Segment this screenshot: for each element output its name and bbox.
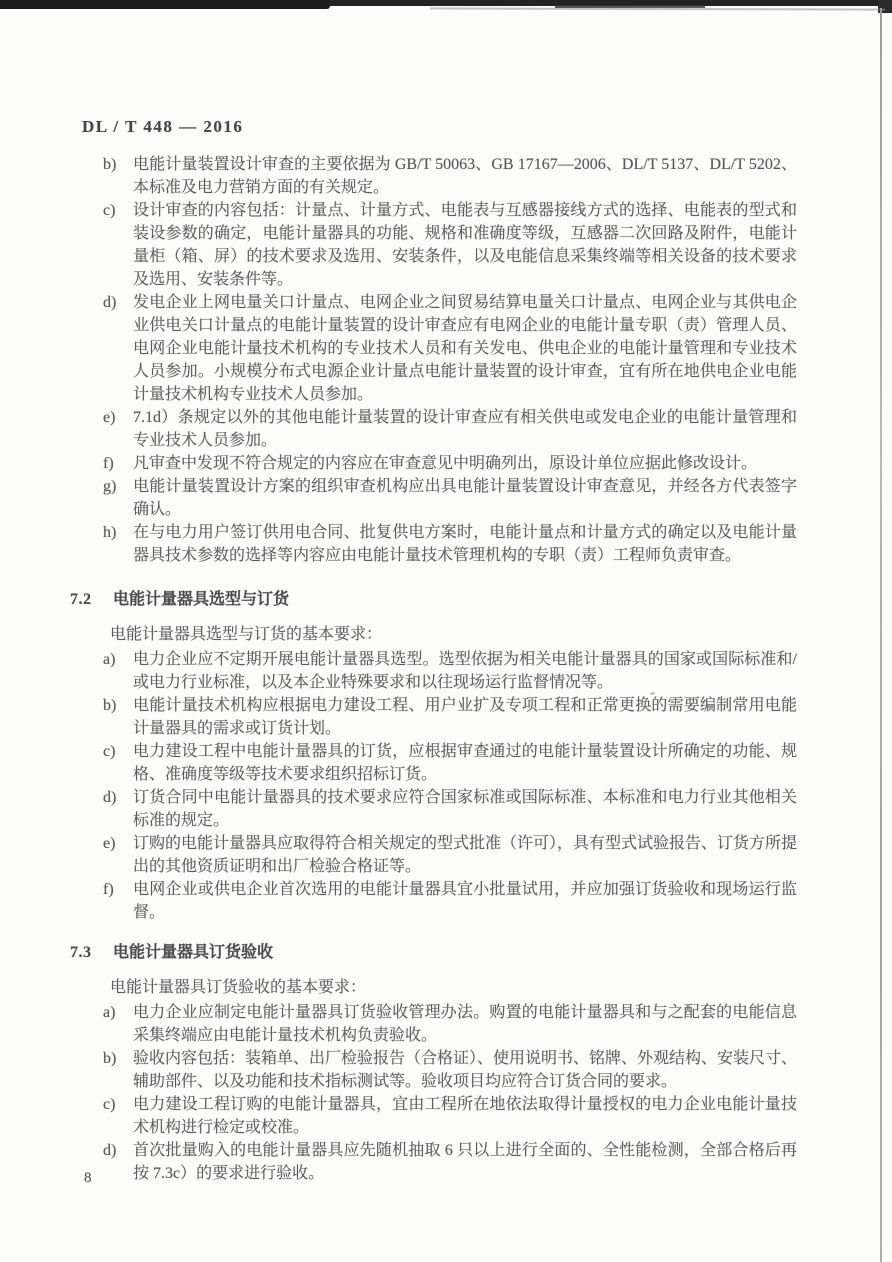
section-7-2-number: 7.2 bbox=[70, 591, 92, 608]
item-marker: h) bbox=[103, 524, 117, 541]
section-7-2-title: 电能计量器具选型与订货 bbox=[113, 591, 290, 608]
item-marker: b) bbox=[103, 697, 117, 714]
item-marker: a) bbox=[103, 1004, 116, 1021]
section-7-2-item bbox=[103, 648, 797, 694]
section-7-2-item bbox=[103, 740, 797, 786]
item-text: 发电企业上网电量关口计量点、电网企业之间贸易结算电量关口计量点、电网企业与其供电企业供电关口计量点的电能计量装置的设计审查应有电网企业的电能计量专职（责）管理人员、电网企业电能计量技术机构的专业技术人员和有关发电、供电企业的电能计量管理和专业技术人员参加。小规模分布式电源企业计量点电能计量装置的设计审查，宜有所在地供电企业电能计量技术机构专业技术人员参加。 bbox=[133, 294, 797, 403]
clause-7-1-item-list bbox=[103, 153, 797, 567]
clause-7-1-item bbox=[103, 521, 797, 567]
clause-7-1-item bbox=[103, 153, 797, 199]
item-marker: a) bbox=[103, 651, 116, 668]
item-text: 电力建设工程订购的电能计量器具，宜由工程所在地依法取得计量授权的电力企业电能计量技术机构进行检定或校准。 bbox=[133, 1096, 797, 1136]
item-text: 7.1d）条规定以外的其他电能计量装置的设计审查应有相关供电或发电企业的电能计量管理和专业技术人员参加。 bbox=[133, 409, 797, 449]
section-7-3-item bbox=[103, 1001, 797, 1047]
section-7-3-item bbox=[103, 1139, 797, 1185]
section-7-3-heading bbox=[70, 941, 892, 964]
clause-7-1-item bbox=[103, 406, 797, 452]
item-text: 订货合同中电能计量器具的技术要求应符合国家标准或国际标准、本标准和电力行业其他相关标准的规定。 bbox=[133, 789, 797, 829]
item-text: 凡审查中发现不符合规定的内容应在审查意见中明确列出，原设计单位应据此修改设计。 bbox=[133, 455, 758, 472]
item-marker: c) bbox=[103, 1096, 116, 1113]
section-7-2-item bbox=[103, 694, 797, 740]
page-number: 8 bbox=[84, 1170, 92, 1186]
item-text: 在与电力用户签订供用电合同、批复供电方案时，电能计量点和计量方式的确定以及电能计量器具技术参数的选择等内容应由电能计量技术管理机构的专职（责）工程师负责审查。 bbox=[133, 524, 797, 564]
standard-number-header: DL / T 448 — 2016 bbox=[82, 117, 244, 136]
item-text: 电能计量装置设计方案的组织审查机构应出具电能计量装置设计审查意见，并经各方代表签字确认。 bbox=[133, 478, 797, 518]
section-7-2-item bbox=[103, 878, 797, 924]
section-7-3-item-list bbox=[103, 1001, 797, 1185]
item-text: 首次批量购入的电能计量器具应先随机抽取 6 只以上进行全面的、全性能检测，全部合格后再按 7.3c）的要求进行验收。 bbox=[133, 1142, 797, 1182]
clause-7-1-item bbox=[103, 475, 797, 521]
section-7-3-intro: 电能计量器具订货验收的基本要求： bbox=[110, 979, 367, 996]
item-text: 电能计量技术机构应根据电力建设工程、用户业扩及专项工程和正常更换的需要编制常用电能计量器具的需求或订货计划。 bbox=[133, 697, 797, 737]
item-marker: b) bbox=[103, 156, 117, 173]
item-text: 验收内容包括：装箱单、出厂检验报告（合格证）、使用说明书、铭牌、外观结构、安装尺寸、辅助部件、以及功能和技术指标测试等。验收项目均应符合订货合同的要求。 bbox=[133, 1050, 798, 1090]
item-marker: e) bbox=[103, 409, 116, 426]
item-marker: g) bbox=[103, 478, 117, 495]
item-marker: d) bbox=[103, 294, 117, 311]
item-text: 电能计量装置设计审查的主要依据为 GB/T 50063、GB 17167—2006、DL/T 5137、DL/T 5202、本标准及电力营销方面的有关规定。 bbox=[133, 156, 797, 196]
section-7-2-item bbox=[103, 832, 797, 878]
item-marker: f) bbox=[103, 881, 114, 898]
item-marker: d) bbox=[103, 789, 117, 806]
item-marker: c) bbox=[103, 202, 116, 219]
section-7-3-title: 电能计量器具订货验收 bbox=[113, 944, 274, 961]
section-7-3-item bbox=[103, 1093, 797, 1139]
item-text: 设计审查的内容包括：计量点、计量方式、电能表与互感器接线方式的选择、电能表的型式和装设参数的确定，电能计量器具的功能、规格和准确度等级，互感器二次回路及附件，电能计量柜（箱、屏）的技术要求及选用、安装条件，以及电能信息采集终端等相关设备的技术要求及选用、安装条件等。 bbox=[133, 202, 797, 288]
section-7-2-item-list bbox=[103, 648, 797, 924]
clause-7-1-item bbox=[103, 291, 797, 406]
clause-7-1-item bbox=[103, 452, 797, 475]
item-marker: b) bbox=[103, 1050, 117, 1067]
item-text: 电网企业或供电企业首次选用的电能计量器具宜小批量试用，并应加强订货验收和现场运行监督。 bbox=[133, 881, 797, 921]
item-marker: d) bbox=[103, 1142, 117, 1159]
item-marker: c) bbox=[103, 743, 116, 760]
section-7-2-intro: 电能计量器具选型与订货的基本要求： bbox=[110, 626, 383, 643]
section-7-2-heading bbox=[70, 588, 892, 611]
item-text: 订购的电能计量器具应取得符合相关规定的型式批准（许可），具有型式试验报告、订货方所提出的其他资质证明和出厂检验合格证等。 bbox=[133, 835, 798, 875]
item-marker: e) bbox=[103, 835, 116, 852]
section-7-3-number: 7.3 bbox=[70, 944, 92, 961]
item-text: 电力企业应不定期开展电能计量器具选型。选型依据为相关电能计量器具的国家或国际标准和/或电力行业标准，以及本企业特殊要求和以往现场运行监督情况等。 bbox=[133, 651, 797, 691]
item-text: 电力企业应制定电能计量器具订货验收管理办法。购置的电能计量器具和与之配套的电能信息采集终端应由电能计量技术机构负责验收。 bbox=[133, 1004, 797, 1044]
item-text: 电力建设工程中电能计量器具的订货，应根据审查通过的电能计量装置设计所确定的功能、规格、准确度等级等技术要求组织招标订货。 bbox=[133, 743, 797, 783]
section-7-2-item bbox=[103, 786, 797, 832]
clause-7-1-item bbox=[103, 199, 797, 291]
item-marker: f) bbox=[103, 455, 114, 472]
section-7-3-item bbox=[103, 1047, 797, 1093]
